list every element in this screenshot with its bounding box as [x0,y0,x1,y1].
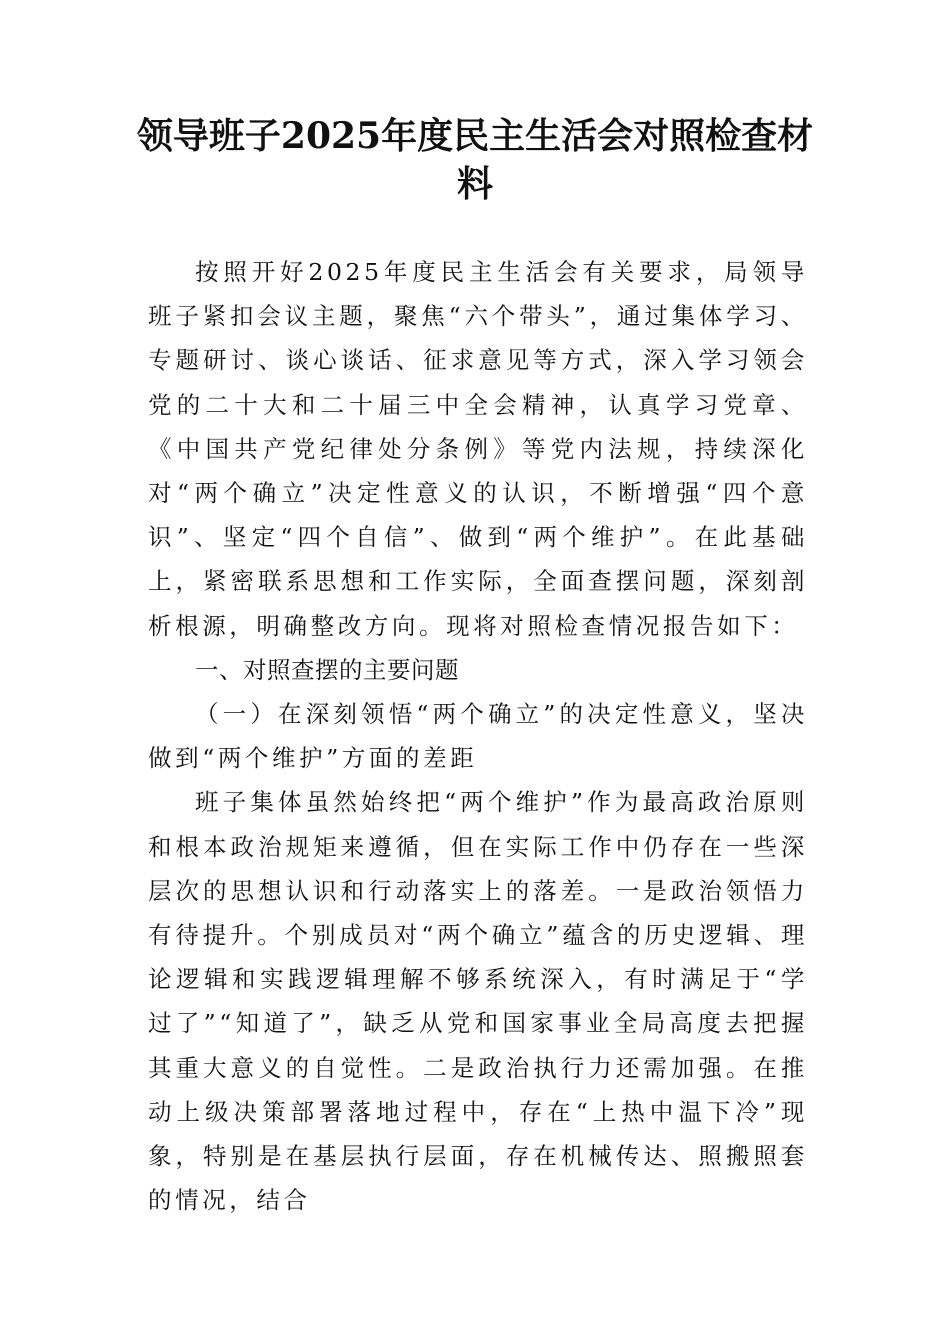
body-paragraph: 班子集体虽然始终把“两个维护”作为最高政治原则和根本政治规矩来遵循，但在实际工作中仍存在一些深层次的思想认识和行动落实上的落差。一是政治领悟力有待提升。个别成员对“两个确立”蕴含的历史逻辑、理论逻辑和实践逻辑理解不够系统深入，有时满足于“学过了”“知道了”，缺乏从党和国家事业全局高度去把握其重大意义的自觉性。二是政治执行力还需加强。在推动上级决策部署落地过程中，存在“上热中温下冷”现象，特别是在基层执行层面，存在机械传达、照搬照套的情况，结合 [148,788,808,1215]
intro-paragraph: 按照开好2025年度民主生活会有关要求，局领导班子紧扣会议主题，聚焦“六个带头”，通过集体学习、专题研讨、谈心谈话、征求意见等方式，深入学习领会党的二十大和二十届三中全会精神，认真学习党章、《中国共产党纪律处分条例》等党内法规，持续深化对“两个确立”决定性意义的认识，不断增强“四个意识”、坚定“四个自信”、做到“两个维护”。在此基础上，紧密联系思想和工作实际，全面查摆问题，深刻剖析根源，明确整改方向。现将对照检查情况报告如下： [148,258,808,640]
document-body [148,250,808,1222]
document-title: 领导班子2025年度民主生活会对照检查材料 [136,115,814,205]
subsection-heading: （一）在深刻领悟“两个确立”的决定性意义，坚决做到“两个维护”方面的差距 [148,700,808,773]
section-heading: 一、对照查摆的主要问题 [195,655,459,684]
